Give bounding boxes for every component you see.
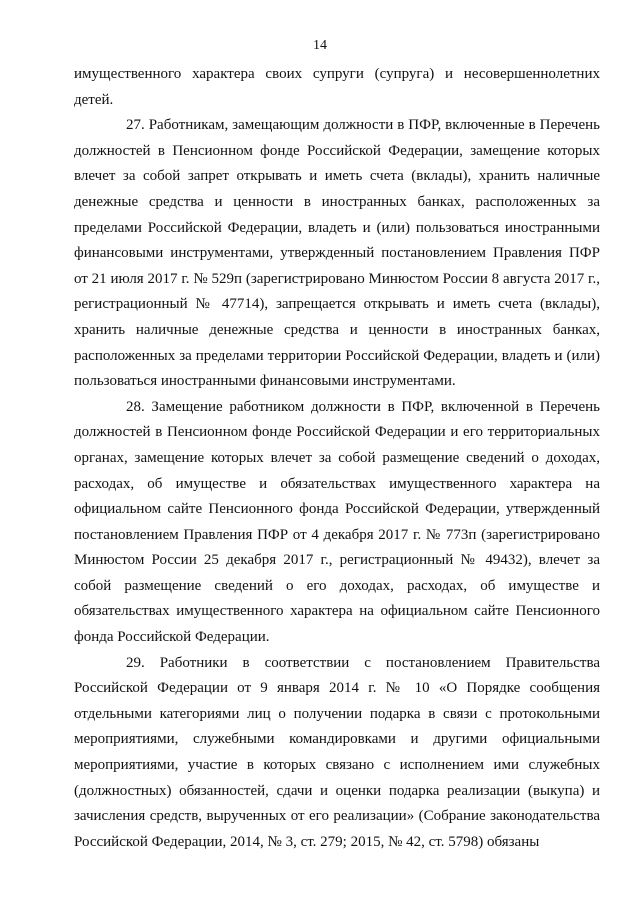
- page-number: 14: [313, 38, 327, 53]
- paragraph-continuation: имущественного характера своих супруги (супруга) и несовершеннолетних детей.: [74, 66, 600, 108]
- paragraph-28: 28. Замещение работником должности в ПФР, включенной в Перечень должностей в Пенсионном фонде Российской Федерации и его территориальных органах, замещение которых влечет за собой размещение сведений о доходах, расходах, об имуществе и обязательствах имущественного характера на официальном сайте Пенсионного фонда Российской Федерации, утвержденный постановлением Правления ПФР от 4 декабря 2017 г. № 773п (зарегистрировано Минюстом России 25 декабря 2017 г., регистрационный № 49432), влечет за собой размещение сведений о его доходах, расходах, об имуществе и обязательствах имущественного характера на официальном сайте Пенсионного фонда Российской Федерации.: [74, 398, 600, 646]
- paragraph-27: 27. Работникам, замещающим должности в ПФР, включенные в Перечень должностей в Пенсионном фонде Российской Федерации, замещение которых влечет за собой запрет открывать и иметь счета (вклады), хранить наличные денежные средства и ценности в иностранных банках, расположенных за пределами Российской Федерации, владеть и (или) пользоваться иностранными финансовыми инструментами, утвержденный постановлением Правления ПФР от 21 июля 2017 г. № 529п (зарегистрировано Минюстом России 8 августа 2017 г., регистрационный № 47714), запрещается открывать и иметь счета (вклады), хранить наличные денежные средства и ценности в иностранных банках, расположенных за пределами территории Российской Федерации, владеть и (или) пользоваться иностранными финансовыми инструментами.: [74, 117, 600, 390]
- document-body: [74, 62, 600, 855]
- paragraph-29: 29. Работники в соответствии с постановлением Правительства Российской Федерации от 9 января 2014 г. № 10 «О Порядке сообщения отдельными категориями лиц о получении подарка в связи с протокольными мероприятиями, служебными командировками и другими официальными мероприятиями, участие в которых связано с исполнением ими служебных (должностных) обязанностей, сдачи и оценки подарка реализации (выкупа) и зачисления средств, вырученных от его реализации» (Собрание законодательства Российской Федерации, 2014, № 3, ст. 279; 2015, № 42, ст. 5798) обязаны: [74, 654, 600, 850]
